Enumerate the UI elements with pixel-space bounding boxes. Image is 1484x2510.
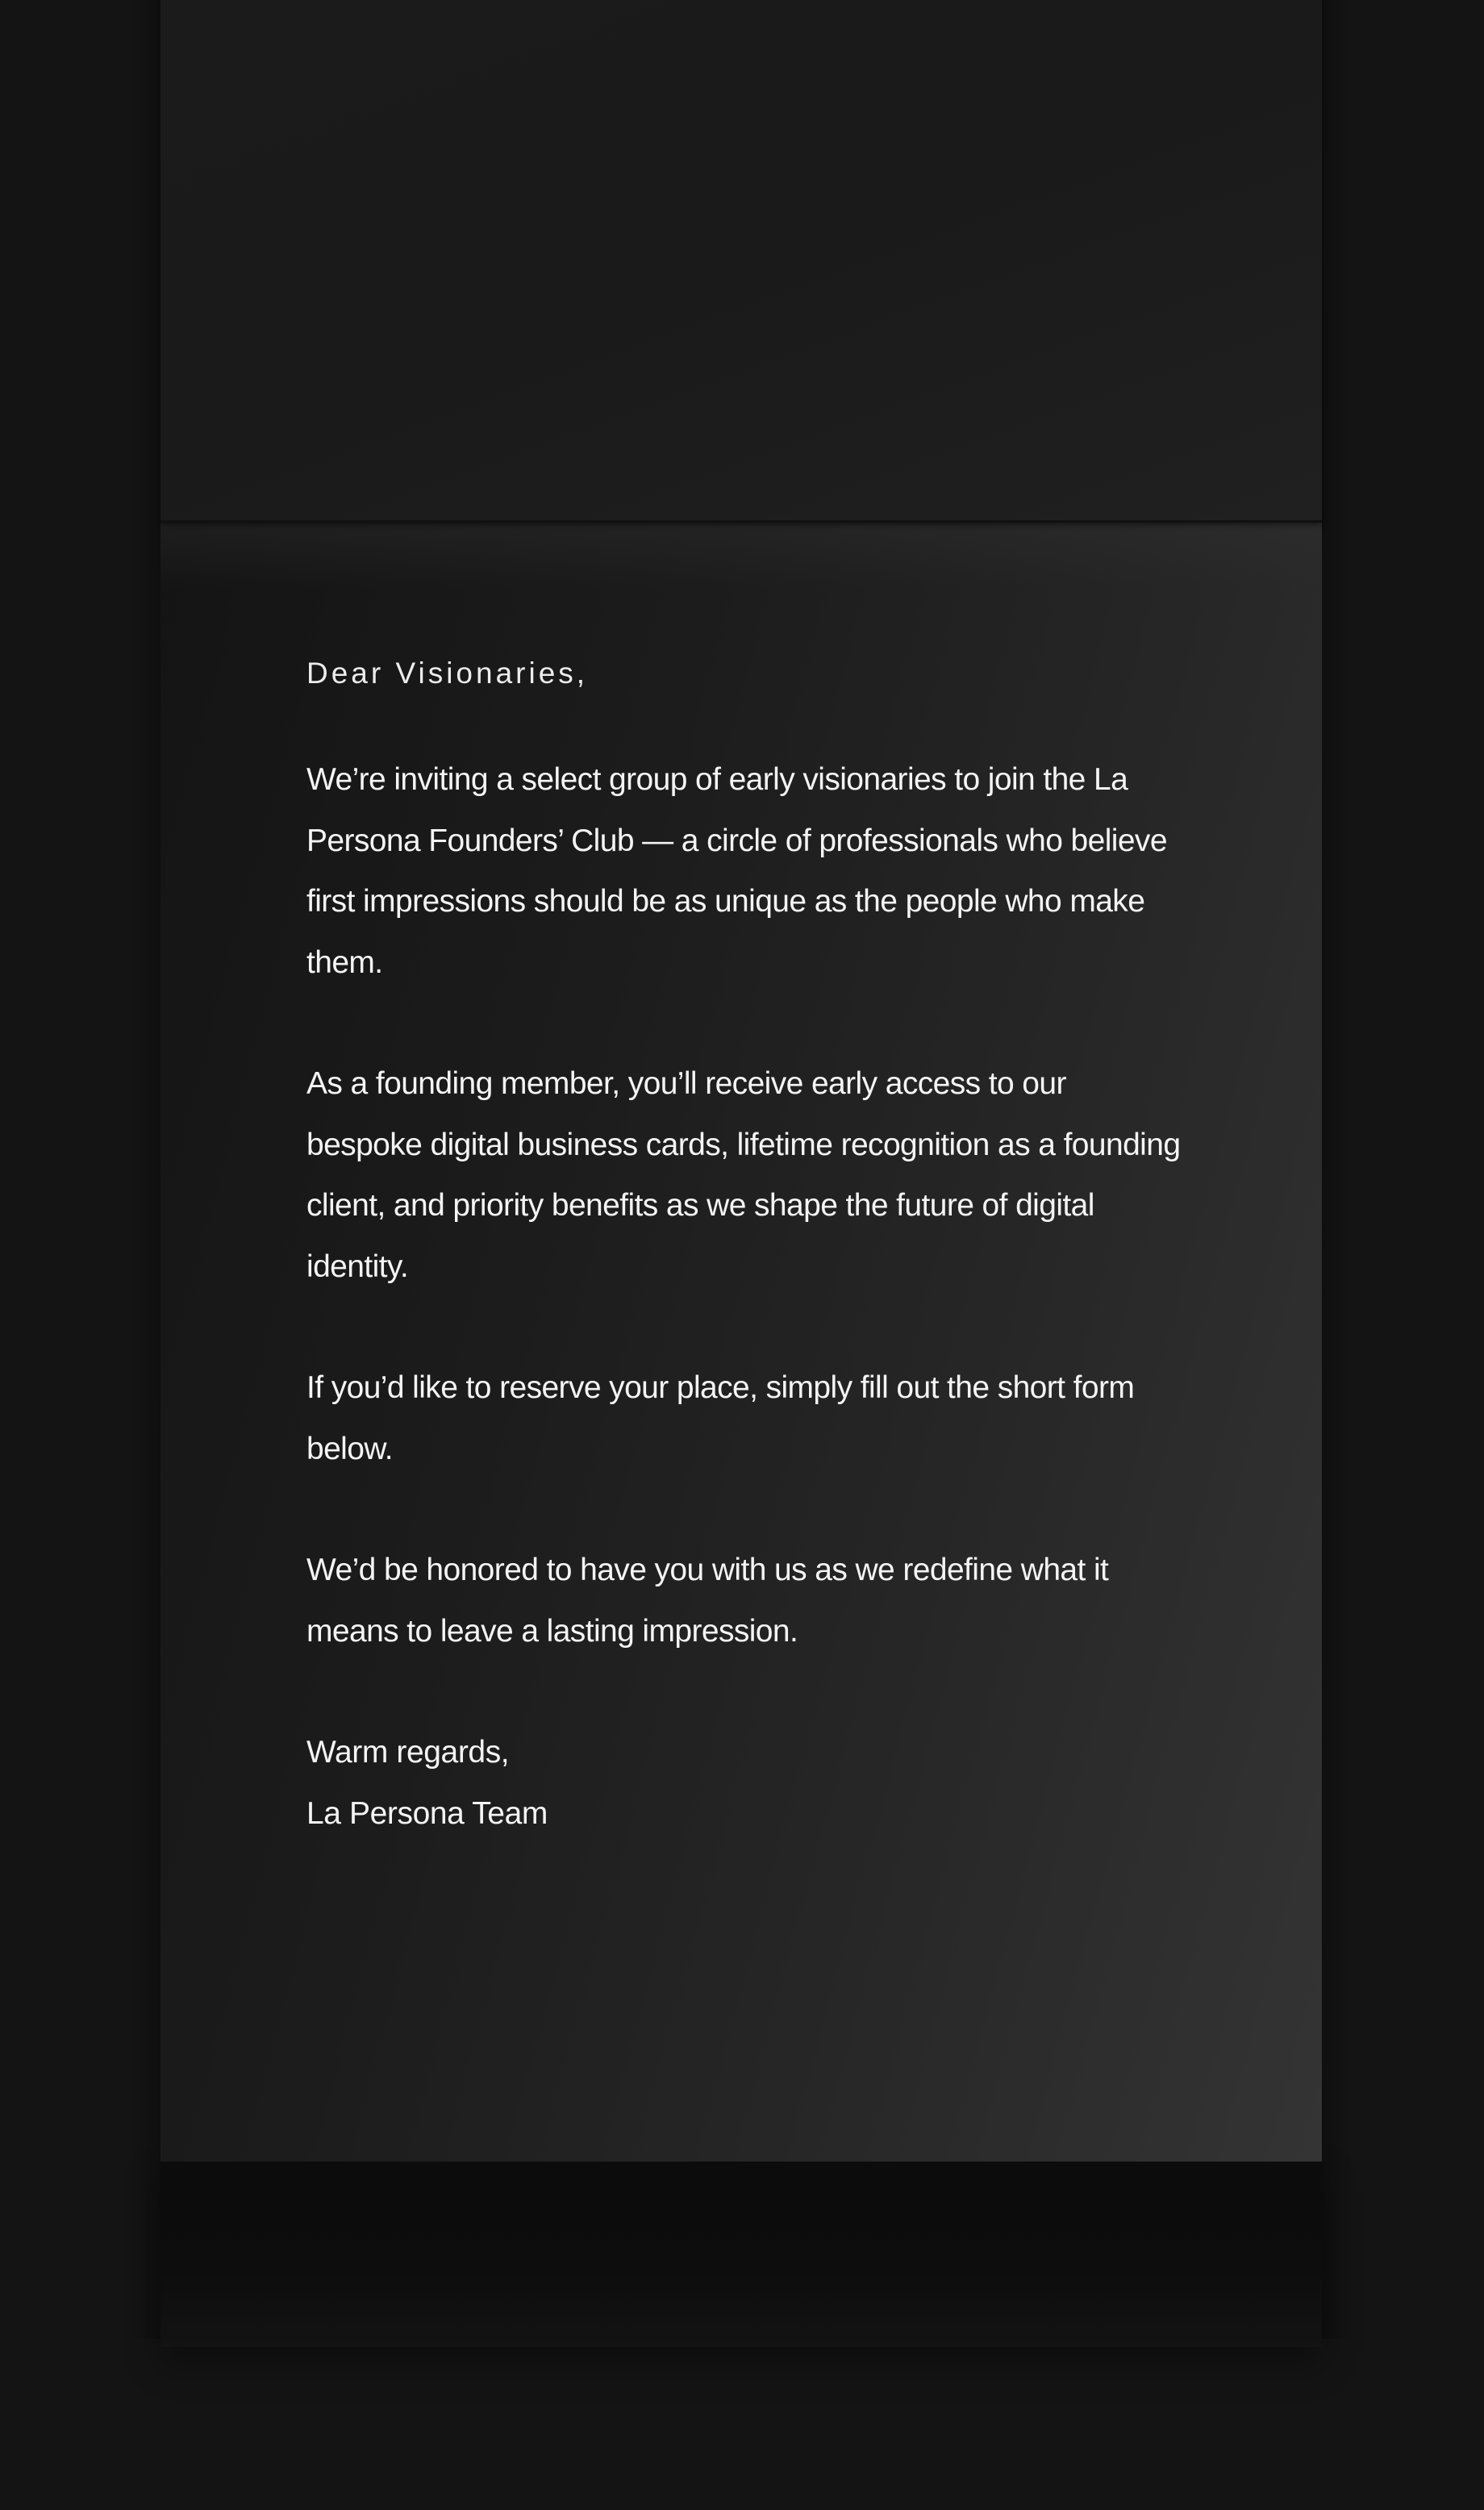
letter-panel: [160, 523, 1322, 2162]
card-left-shadow: [129, 0, 161, 2339]
letter-body: [306, 656, 1194, 1844]
salutation: Dear Visionaries,: [306, 657, 589, 690]
card-right-shadow: [1322, 0, 1354, 2339]
signoff: [306, 1722, 1194, 1844]
card-bottom-shadow: [160, 2162, 1322, 2347]
envelope-flap: [160, 0, 1322, 523]
paragraph-closing-note: We’d be honored to have you with us as we redefine what it means to leave a lasting impression.: [306, 1553, 1109, 1649]
closing-line: Warm regards,: [306, 1735, 510, 1770]
signature: La Persona Team: [306, 1795, 548, 1831]
paragraph-reserve: If you’d like to reserve your place, simply fill out the short form below.: [306, 1370, 1135, 1466]
paragraph-invitation: We’re inviting a select group of early visionaries to join the La Persona Founders’ Club — a circle of professionals who believe first impressions should be as unique as the people who make them.: [306, 762, 1167, 980]
paragraph-benefits: As a founding member, you’ll receive early access to our bespoke digital business cards, lifetime recognition as a founding client, and priority benefits as we shape the future of digital identity.: [306, 1066, 1181, 1284]
invitation-card: [160, 0, 1322, 2162]
